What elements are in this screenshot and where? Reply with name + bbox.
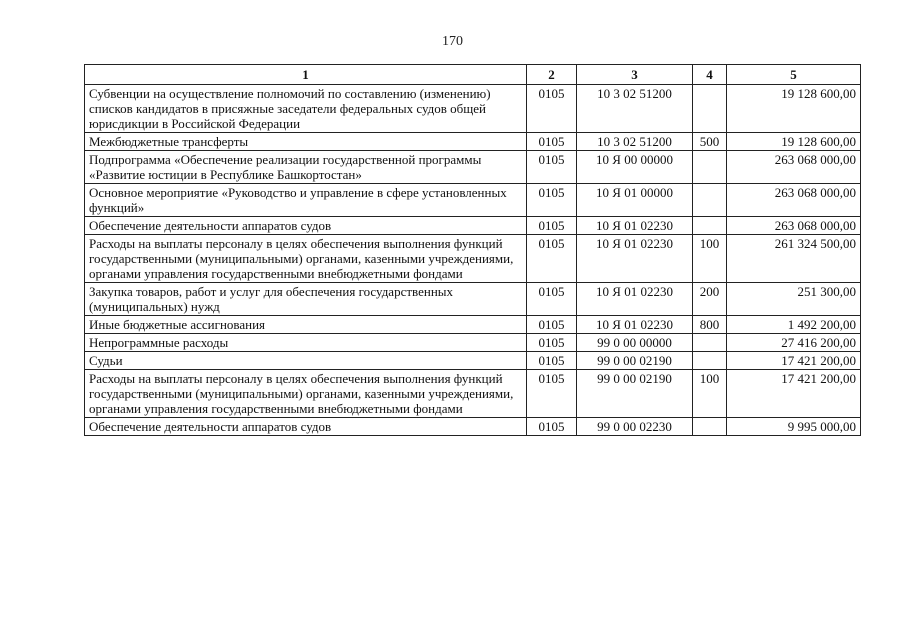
header-col-4: 4 — [693, 65, 727, 85]
row-type: 800 — [693, 316, 727, 334]
table-row — [85, 151, 861, 184]
row-name: Обеспечение деятельности аппаратов судов — [85, 217, 527, 235]
row-name: Непрограммные расходы — [85, 334, 527, 352]
row-name: Расходы на выплаты персоналу в целях обеспечения выполнения функций государственными (муниципальными) органами, казенными учреждениями, органами управления государственными внебюджетными фондами — [85, 370, 527, 418]
row-section: 0105 — [527, 418, 577, 436]
row-amount: 263 068 000,00 — [727, 217, 861, 235]
row-amount: 261 324 500,00 — [727, 235, 861, 283]
table-row — [85, 283, 861, 316]
row-code: 99 0 00 02190 — [577, 370, 693, 418]
budget-table — [84, 64, 861, 436]
row-amount: 263 068 000,00 — [727, 151, 861, 184]
row-amount: 27 416 200,00 — [727, 334, 861, 352]
row-amount: 19 128 600,00 — [727, 85, 861, 133]
table-row — [85, 316, 861, 334]
header-col-1: 1 — [85, 65, 527, 85]
row-code: 99 0 00 02190 — [577, 352, 693, 370]
row-type — [693, 85, 727, 133]
row-type — [693, 217, 727, 235]
table-row — [85, 184, 861, 217]
row-amount: 1 492 200,00 — [727, 316, 861, 334]
table-row — [85, 370, 861, 418]
row-section: 0105 — [527, 151, 577, 184]
row-type — [693, 151, 727, 184]
row-code: 10 Я 01 02230 — [577, 235, 693, 283]
table-row — [85, 217, 861, 235]
table-row — [85, 418, 861, 436]
row-name: Основное мероприятие «Руководство и управление в сфере установленных функций» — [85, 184, 527, 217]
row-name: Обеспечение деятельности аппаратов судов — [85, 418, 527, 436]
row-type — [693, 184, 727, 217]
page-number: 170 — [442, 34, 463, 49]
row-code: 10 3 02 51200 — [577, 133, 693, 151]
row-section: 0105 — [527, 352, 577, 370]
row-code: 10 3 02 51200 — [577, 85, 693, 133]
row-code: 10 Я 01 02230 — [577, 316, 693, 334]
table-row — [85, 334, 861, 352]
row-section: 0105 — [527, 370, 577, 418]
row-code: 99 0 00 02230 — [577, 418, 693, 436]
row-amount: 17 421 200,00 — [727, 352, 861, 370]
row-section: 0105 — [527, 235, 577, 283]
row-section: 0105 — [527, 334, 577, 352]
row-type: 200 — [693, 283, 727, 316]
row-type: 100 — [693, 235, 727, 283]
row-name: Иные бюджетные ассигнования — [85, 316, 527, 334]
row-section: 0105 — [527, 133, 577, 151]
row-section: 0105 — [527, 184, 577, 217]
row-section: 0105 — [527, 316, 577, 334]
row-type — [693, 334, 727, 352]
row-name: Межбюджетные трансферты — [85, 133, 527, 151]
row-type — [693, 418, 727, 436]
row-name: Судьи — [85, 352, 527, 370]
header-col-2: 2 — [527, 65, 577, 85]
table-row — [85, 85, 861, 133]
row-amount: 263 068 000,00 — [727, 184, 861, 217]
row-amount: 251 300,00 — [727, 283, 861, 316]
row-code: 10 Я 01 00000 — [577, 184, 693, 217]
header-row — [85, 65, 861, 85]
row-code: 10 Я 01 02230 — [577, 283, 693, 316]
row-amount: 17 421 200,00 — [727, 370, 861, 418]
header-col-3: 3 — [577, 65, 693, 85]
row-section: 0105 — [527, 283, 577, 316]
row-code: 10 Я 01 02230 — [577, 217, 693, 235]
row-name: Закупка товаров, работ и услуг для обеспечения государственных (муниципальных) нужд — [85, 283, 527, 316]
row-name: Подпрограмма «Обеспечение реализации государственной программы «Развитие юстиции в Республике Башкортостан» — [85, 151, 527, 184]
row-code: 10 Я 00 00000 — [577, 151, 693, 184]
row-amount: 9 995 000,00 — [727, 418, 861, 436]
row-name: Расходы на выплаты персоналу в целях обеспечения выполнения функций государственными (муниципальными) органами, казенными учреждениями, органами управления государственными внебюджетными фондами — [85, 235, 527, 283]
table-row — [85, 352, 861, 370]
row-amount: 19 128 600,00 — [727, 133, 861, 151]
row-code: 99 0 00 00000 — [577, 334, 693, 352]
row-type — [693, 352, 727, 370]
row-type: 500 — [693, 133, 727, 151]
header-col-5: 5 — [727, 65, 861, 85]
table-row — [85, 235, 861, 283]
table-row — [85, 133, 861, 151]
row-type: 100 — [693, 370, 727, 418]
row-name: Субвенции на осуществление полномочий по составлению (изменению) списков кандидатов в присяжные заседатели федеральных судов общей юрисдикции в Российской Федерации — [85, 85, 527, 133]
row-section: 0105 — [527, 217, 577, 235]
row-section: 0105 — [527, 85, 577, 133]
